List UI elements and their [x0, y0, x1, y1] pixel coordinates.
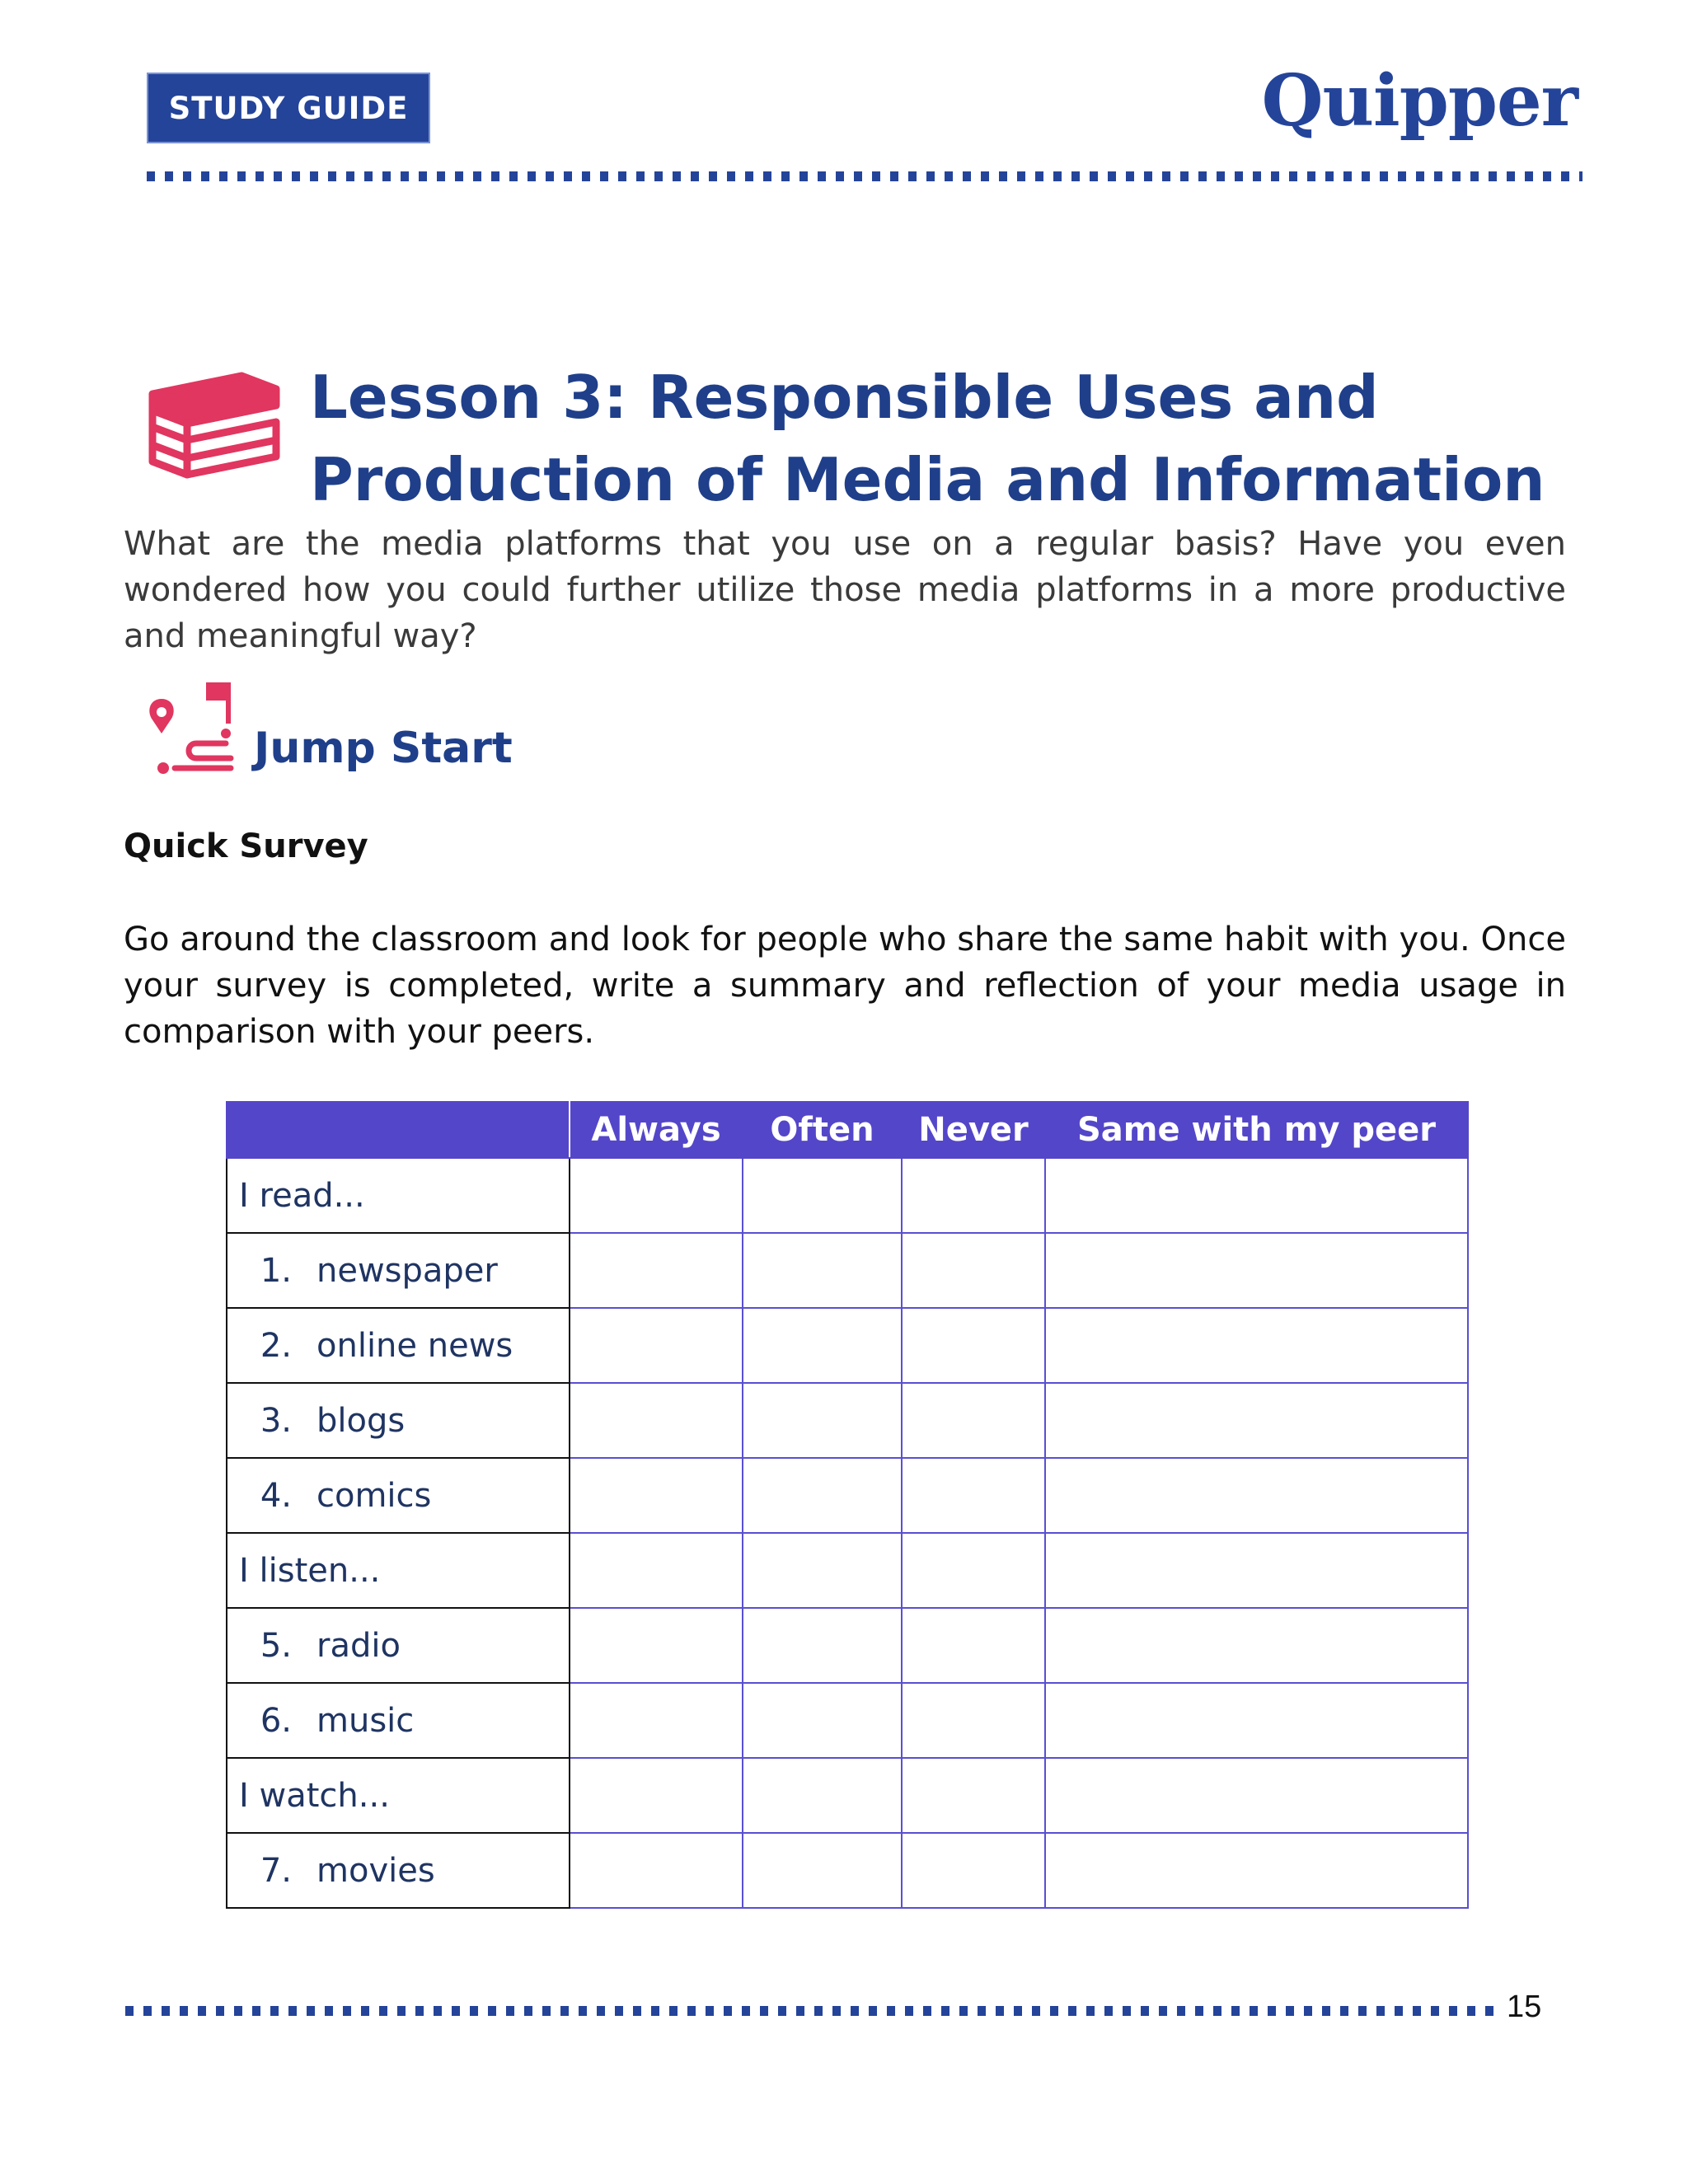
row-label: [227, 1608, 570, 1683]
item-number: 1.: [260, 1251, 292, 1290]
answer-cell[interactable]: [1045, 1158, 1468, 1233]
table-row: [227, 1758, 1468, 1833]
answer-cell[interactable]: [743, 1308, 902, 1383]
survey-table: [226, 1101, 1469, 1909]
item-number: 2.: [260, 1326, 292, 1365]
item-text: radio: [316, 1626, 401, 1665]
table-row: [227, 1308, 1468, 1383]
row-label: I listen...: [227, 1533, 570, 1608]
answer-cell[interactable]: [902, 1683, 1045, 1758]
bottom-dotted-divider: [125, 2006, 1497, 2016]
answer-cell[interactable]: [1045, 1758, 1468, 1833]
item-text: online news: [316, 1326, 513, 1365]
item-number: 6.: [260, 1701, 292, 1740]
item-number: 3.: [260, 1401, 292, 1440]
answer-cell[interactable]: [1045, 1608, 1468, 1683]
row-label: [227, 1458, 570, 1533]
answer-cell[interactable]: [570, 1458, 743, 1533]
section-title: Jump Start: [254, 724, 513, 773]
answer-cell[interactable]: [570, 1158, 743, 1233]
answer-cell[interactable]: [902, 1308, 1045, 1383]
table-row: [227, 1233, 1468, 1308]
row-label: [227, 1683, 570, 1758]
lesson-intro: What are the media platforms that you use on a regular basis? Have you even wondered how you could further utilize those media platforms in a more productive and meaningful way?: [124, 525, 1566, 655]
table-row: [227, 1683, 1468, 1758]
header-cell-same-with-peer: Same with my peer: [1045, 1102, 1468, 1158]
answer-cell[interactable]: [570, 1758, 743, 1833]
answer-cell[interactable]: [743, 1233, 902, 1308]
answer-cell[interactable]: [902, 1833, 1045, 1908]
answer-cell[interactable]: [570, 1233, 743, 1308]
answer-cell[interactable]: [1045, 1383, 1468, 1458]
survey-title: Quick Survey: [124, 827, 368, 865]
survey-instructions: Go around the classroom and look for people who share the same habit with you. Once your survey is completed, write a summary and reflection of your media usage in comparison with your peers.: [124, 921, 1566, 1051]
lesson-title: Lesson 3: Responsible Uses and Production of Media and Information: [310, 363, 1545, 514]
answer-cell[interactable]: [743, 1683, 902, 1758]
table-row: [227, 1833, 1468, 1908]
answer-cell[interactable]: [902, 1233, 1045, 1308]
table-row: [227, 1383, 1468, 1458]
row-label: I read...: [227, 1158, 570, 1233]
row-label: I watch...: [227, 1758, 570, 1833]
answer-cell[interactable]: [902, 1158, 1045, 1233]
answer-cell[interactable]: [743, 1383, 902, 1458]
table-row: [227, 1608, 1468, 1683]
header-cell-always: Always: [570, 1102, 743, 1158]
answer-cell[interactable]: [743, 1533, 902, 1608]
row-label: [227, 1233, 570, 1308]
answer-cell[interactable]: [1045, 1833, 1468, 1908]
answer-cell[interactable]: [902, 1458, 1045, 1533]
answer-cell[interactable]: [570, 1683, 743, 1758]
table-header-row: [227, 1102, 1468, 1158]
answer-cell[interactable]: [902, 1758, 1045, 1833]
study-guide-badge: STUDY GUIDE: [147, 73, 430, 143]
answer-cell[interactable]: [902, 1383, 1045, 1458]
books-icon: [144, 369, 284, 480]
item-text: blogs: [316, 1401, 406, 1440]
quipper-logo: Quipper: [1261, 59, 1578, 143]
answer-cell[interactable]: [902, 1533, 1045, 1608]
answer-cell[interactable]: [570, 1608, 743, 1683]
answer-cell[interactable]: [743, 1758, 902, 1833]
item-text: movies: [316, 1851, 435, 1890]
header-cell-never: Never: [902, 1102, 1045, 1158]
item-text: music: [316, 1701, 415, 1740]
answer-cell[interactable]: [1045, 1308, 1468, 1383]
item-text: newspaper: [316, 1251, 498, 1290]
row-label: [227, 1308, 570, 1383]
table-row: [227, 1158, 1468, 1233]
answer-cell[interactable]: [743, 1608, 902, 1683]
answer-cell[interactable]: [743, 1833, 902, 1908]
item-number: 5.: [260, 1626, 292, 1665]
row-label: [227, 1383, 570, 1458]
answer-cell[interactable]: [743, 1158, 902, 1233]
answer-cell[interactable]: [570, 1833, 743, 1908]
header-cell-blank: [227, 1102, 570, 1158]
answer-cell[interactable]: [1045, 1233, 1468, 1308]
header-cell-often: Often: [743, 1102, 902, 1158]
row-label: [227, 1833, 570, 1908]
item-text: comics: [316, 1476, 432, 1515]
item-number: 4.: [260, 1476, 292, 1515]
answer-cell[interactable]: [1045, 1683, 1468, 1758]
route-map-icon: [145, 682, 236, 775]
answer-cell[interactable]: [570, 1308, 743, 1383]
top-dotted-divider: [147, 171, 1582, 181]
answer-cell[interactable]: [902, 1608, 1045, 1683]
item-number: 7.: [260, 1851, 292, 1890]
answer-cell[interactable]: [1045, 1458, 1468, 1533]
answer-cell[interactable]: [1045, 1533, 1468, 1608]
answer-cell[interactable]: [570, 1533, 743, 1608]
page-number: 15: [1507, 1990, 1542, 2024]
table-row: [227, 1533, 1468, 1608]
answer-cell[interactable]: [570, 1383, 743, 1458]
table-row: [227, 1458, 1468, 1533]
answer-cell[interactable]: [743, 1458, 902, 1533]
